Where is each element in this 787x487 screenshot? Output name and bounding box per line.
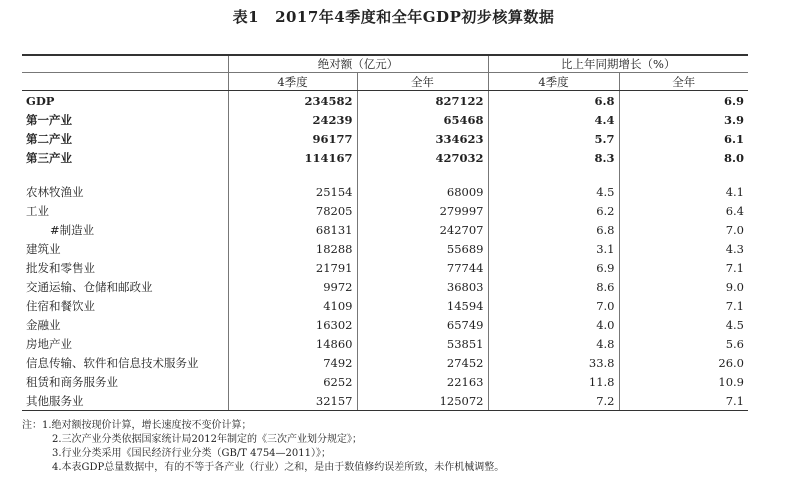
spacer-cell	[488, 167, 619, 182]
q4-absolute-cell: 25154	[228, 182, 357, 201]
header-blank	[22, 55, 228, 73]
q4-absolute-cell: 7492	[228, 353, 357, 372]
year-absolute-cell: 279997	[357, 201, 488, 220]
header-q4-growth: 4季度	[488, 73, 619, 91]
industry-name-cell: 农林牧渔业	[22, 182, 228, 201]
year-growth-cell: 26.0	[718, 355, 744, 370]
table-row	[22, 110, 748, 129]
industry-name-cell: 第一产业	[22, 110, 228, 129]
year-growth-cell: 8.0	[723, 150, 744, 165]
year-growth-cell: 7.1	[619, 391, 748, 411]
q4-growth-cell: 7.2	[488, 391, 619, 411]
header-group-growth: 比上年同期增长（%）	[488, 55, 748, 73]
q4-growth-cell: 6.2	[488, 201, 619, 220]
q4-absolute-cell: 68131	[228, 220, 357, 239]
header-year-abs: 全年	[357, 73, 488, 91]
table-title	[0, 6, 787, 27]
q4-growth-cell: 4.0	[488, 315, 619, 334]
q4-growth-cell: 6.8	[488, 220, 619, 239]
table-row	[22, 334, 748, 353]
year-absolute-cell: 77744	[357, 258, 488, 277]
industry-name-cell: 建筑业	[22, 239, 228, 258]
q4-absolute-cell: 21791	[228, 258, 357, 277]
year-growth-cell: 4.5	[725, 317, 744, 332]
year-absolute-cell: 427032	[357, 148, 488, 167]
year-absolute-cell: 827122	[357, 91, 488, 111]
spacer-cell	[619, 167, 748, 182]
header-group-absolute: 绝对额（亿元）	[228, 55, 488, 73]
year-growth-cell: 7.0	[725, 222, 744, 237]
q4-absolute-cell: 4109	[228, 296, 357, 315]
table-number: 表1	[232, 8, 260, 26]
year-absolute-cell: 65468	[357, 110, 488, 129]
table-row	[22, 391, 748, 411]
spacer-row	[22, 167, 748, 182]
footnote: 3.行业分类采用《国民经济行业分类（GB/T 4754—2011）》；	[52, 448, 331, 459]
industry-name-cell: 批发和零售业	[22, 258, 228, 277]
table-row	[22, 129, 748, 148]
industry-name-cell: 交通运输、仓储和邮政业	[22, 277, 228, 296]
year-absolute-cell: 68009	[357, 182, 488, 201]
footnote: 注：1.绝对额按现价计算，增长速度按不变价计算；	[22, 420, 252, 431]
year-absolute-cell: 65749	[357, 315, 488, 334]
footnote: 4.本表GDP总量数据中，有的不等于各产业（行业）之和，是由于数值修约误差所致，未作机械调整。	[52, 462, 505, 473]
table-row	[22, 220, 748, 239]
table-row	[22, 353, 748, 372]
year-growth-cell: 7.1	[725, 260, 744, 275]
industry-name-cell: 第三产业	[22, 148, 228, 167]
footnote: 2.三次产业分类依据国家统计局2012年制定的《三次产业划分规定》；	[52, 434, 362, 445]
year-growth-cell: 10.9	[718, 374, 744, 389]
q4-growth-cell: 8.6	[488, 277, 619, 296]
spacer-cell	[357, 167, 488, 182]
year-absolute-cell: 125072	[357, 391, 488, 411]
q4-growth-cell: 5.7	[488, 129, 619, 148]
header-blank	[22, 73, 228, 91]
table-row	[22, 258, 748, 277]
year-absolute-cell: 22163	[357, 372, 488, 391]
q4-growth-cell: 11.8	[488, 372, 619, 391]
gdp-table	[22, 54, 748, 411]
q4-growth-cell: 7.0	[488, 296, 619, 315]
industry-name-cell: 租赁和商务服务业	[22, 372, 228, 391]
q4-absolute-cell: 9972	[228, 277, 357, 296]
industry-name-cell: #制造业	[22, 220, 228, 239]
industry-name-cell: 其他服务业	[22, 391, 228, 411]
industry-name-cell: 工业	[22, 201, 228, 220]
table-row	[22, 91, 748, 111]
industry-name-cell: GDP	[22, 91, 228, 111]
industry-name-cell: 金融业	[22, 315, 228, 334]
header-year-growth: 全年	[619, 73, 748, 91]
q4-growth-cell: 6.9	[488, 258, 619, 277]
year-absolute-cell: 36803	[357, 277, 488, 296]
year-absolute-cell: 14594	[357, 296, 488, 315]
header-row-periods	[22, 73, 748, 91]
table-row	[22, 277, 748, 296]
q4-growth-cell: 33.8	[488, 353, 619, 372]
q4-absolute-cell: 78205	[228, 201, 357, 220]
table-row	[22, 201, 748, 220]
q4-absolute-cell: 96177	[228, 129, 357, 148]
header-row-groups	[22, 55, 748, 73]
table-row	[22, 182, 748, 201]
q4-growth-cell: 6.8	[488, 91, 619, 111]
industry-name-cell: 信息传输、软件和信息技术服务业	[22, 353, 228, 372]
year-growth-cell: 7.1	[725, 298, 744, 313]
q4-absolute-cell: 114167	[228, 148, 357, 167]
year-absolute-cell: 334623	[357, 129, 488, 148]
table-row	[22, 296, 748, 315]
year-absolute-cell: 27452	[357, 353, 488, 372]
q4-growth-cell: 8.3	[488, 148, 619, 167]
table-row	[22, 315, 748, 334]
q4-absolute-cell: 24239	[228, 110, 357, 129]
year-growth-cell: 6.4	[725, 203, 744, 218]
q4-absolute-cell: 18288	[228, 239, 357, 258]
spacer-cell	[228, 167, 357, 182]
spacer-cell	[22, 167, 228, 182]
industry-name-cell: 第二产业	[22, 129, 228, 148]
year-growth-cell: 6.1	[723, 131, 744, 146]
q4-absolute-cell: 234582	[228, 91, 357, 111]
year-growth-cell: 6.9	[723, 93, 744, 108]
year-growth-cell: 3.9	[723, 112, 744, 127]
table-row	[22, 239, 748, 258]
header-q4-abs: 4季度	[228, 73, 357, 91]
year-growth-cell: 9.0	[725, 279, 744, 294]
year-growth-cell: 5.6	[725, 336, 744, 351]
year-absolute-cell: 53851	[357, 334, 488, 353]
year-growth-cell: 4.3	[725, 241, 744, 256]
q4-growth-cell: 4.8	[488, 334, 619, 353]
table-row	[22, 372, 748, 391]
industry-name-cell: 房地产业	[22, 334, 228, 353]
q4-absolute-cell: 6252	[228, 372, 357, 391]
table-row	[22, 148, 748, 167]
q4-absolute-cell: 16302	[228, 315, 357, 334]
table-body	[22, 91, 748, 411]
year-growth-cell: 4.1	[725, 184, 744, 199]
year-absolute-cell: 55689	[357, 239, 488, 258]
q4-absolute-cell: 32157	[228, 391, 357, 411]
industry-name-cell: 住宿和餐饮业	[22, 296, 228, 315]
year-absolute-cell: 242707	[357, 220, 488, 239]
q4-growth-cell: 4.4	[488, 110, 619, 129]
q4-growth-cell: 4.5	[488, 182, 619, 201]
footnotes	[22, 419, 504, 475]
table-title-text: 2017年4季度和全年GDP初步核算数据	[275, 8, 555, 26]
q4-growth-cell: 3.1	[488, 239, 619, 258]
q4-absolute-cell: 14860	[228, 334, 357, 353]
